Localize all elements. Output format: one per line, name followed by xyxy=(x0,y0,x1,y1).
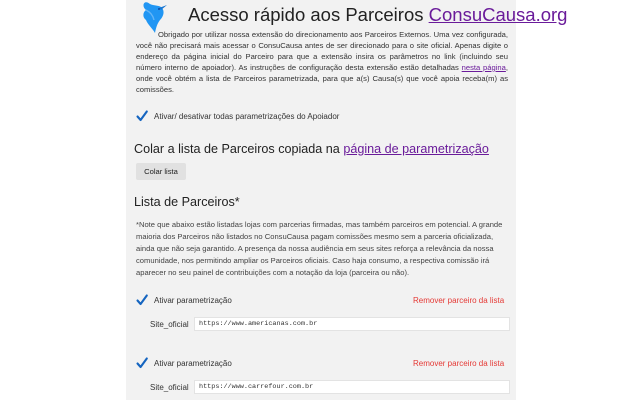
checkmark-icon xyxy=(136,110,148,122)
site-oficial-input[interactable] xyxy=(194,317,510,331)
remove-partner-link[interactable]: Remover parceiro da lista xyxy=(413,296,505,305)
site-oficial-label: Site_oficial xyxy=(150,383,189,392)
parametrization-page-link[interactable]: página de parametrização xyxy=(343,142,489,156)
partner-toggle-checkbox[interactable] xyxy=(136,294,148,306)
paste-section-heading xyxy=(134,142,489,156)
paste-list-button[interactable]: Colar lista xyxy=(136,163,186,180)
header xyxy=(140,0,568,30)
extension-panel xyxy=(126,0,568,400)
partner-item-americanas xyxy=(126,293,516,345)
partner-toggle-label: Ativar parametrização xyxy=(154,359,232,368)
partner-toggle-checkbox[interactable] xyxy=(136,357,148,369)
partners-note: *Note que abaixo estão listadas lojas com parcerias firmadas, mas também parceiros em potencial. A grande maioria dos Parceiros não listados no ConsuCausa pagam comissões mesmo sem a parceria oficializada, ainda que não seja garantido. A presença da nossa audiência em seus sites reforça a relevância da nossa comunidade, nos permitindo ampliar os Parceiros oficiais. Caso haja consumo, a respectiva comissão irá aparecer no seu painel de contribuições com a notação da loja (parceira ou não). xyxy=(136,220,503,278)
checkmark-icon xyxy=(136,294,148,306)
checkmark-icon xyxy=(136,357,148,369)
intro-text-before-link: Obrigado por utilizar nossa extensão do direcionamento aos Parceiros Externos. Uma vez configurada, você não precisará mais acessar o ConsuCausa antes de ser direcionado para o site oficial. Apenas digite o endereço da página inicial do Parceiro para que a extensão insira os parâmetros no link (incluindo seu número interno de apoiador). As instruções de configuração desta extensão estão detalhadas xyxy=(136,30,508,72)
instructions-link[interactable]: nesta página xyxy=(461,62,506,72)
intro-text xyxy=(136,30,508,95)
partners-section-heading: Lista de Parceiros* xyxy=(134,195,240,209)
partner-toggle-label: Ativar parametrização xyxy=(154,296,232,305)
intro-text-after-link: , onde você obtém a lista de Parceiros parametrizada, para que a(s) Causa(s) que você apoia receba(m) as comissões. xyxy=(136,62,508,94)
site-oficial-label: Site_oficial xyxy=(150,320,189,329)
consucausa-link[interactable]: ConsuCausa.org xyxy=(428,4,568,25)
master-toggle-label: Ativar/ desativar todas parametrizações do Apoiador xyxy=(154,112,340,121)
hummingbird-logo-icon xyxy=(140,0,168,34)
master-toggle-checkbox[interactable] xyxy=(136,110,148,122)
title-text: Acesso rápido aos Parceiros xyxy=(188,4,429,25)
paste-heading-text: Colar a lista de Parceiros copiada na xyxy=(134,142,344,156)
partner-item-carrefour xyxy=(126,356,516,408)
remove-partner-link[interactable]: Remover parceiro da lista xyxy=(413,359,505,368)
site-oficial-input[interactable] xyxy=(194,380,510,394)
page-title xyxy=(188,4,567,26)
